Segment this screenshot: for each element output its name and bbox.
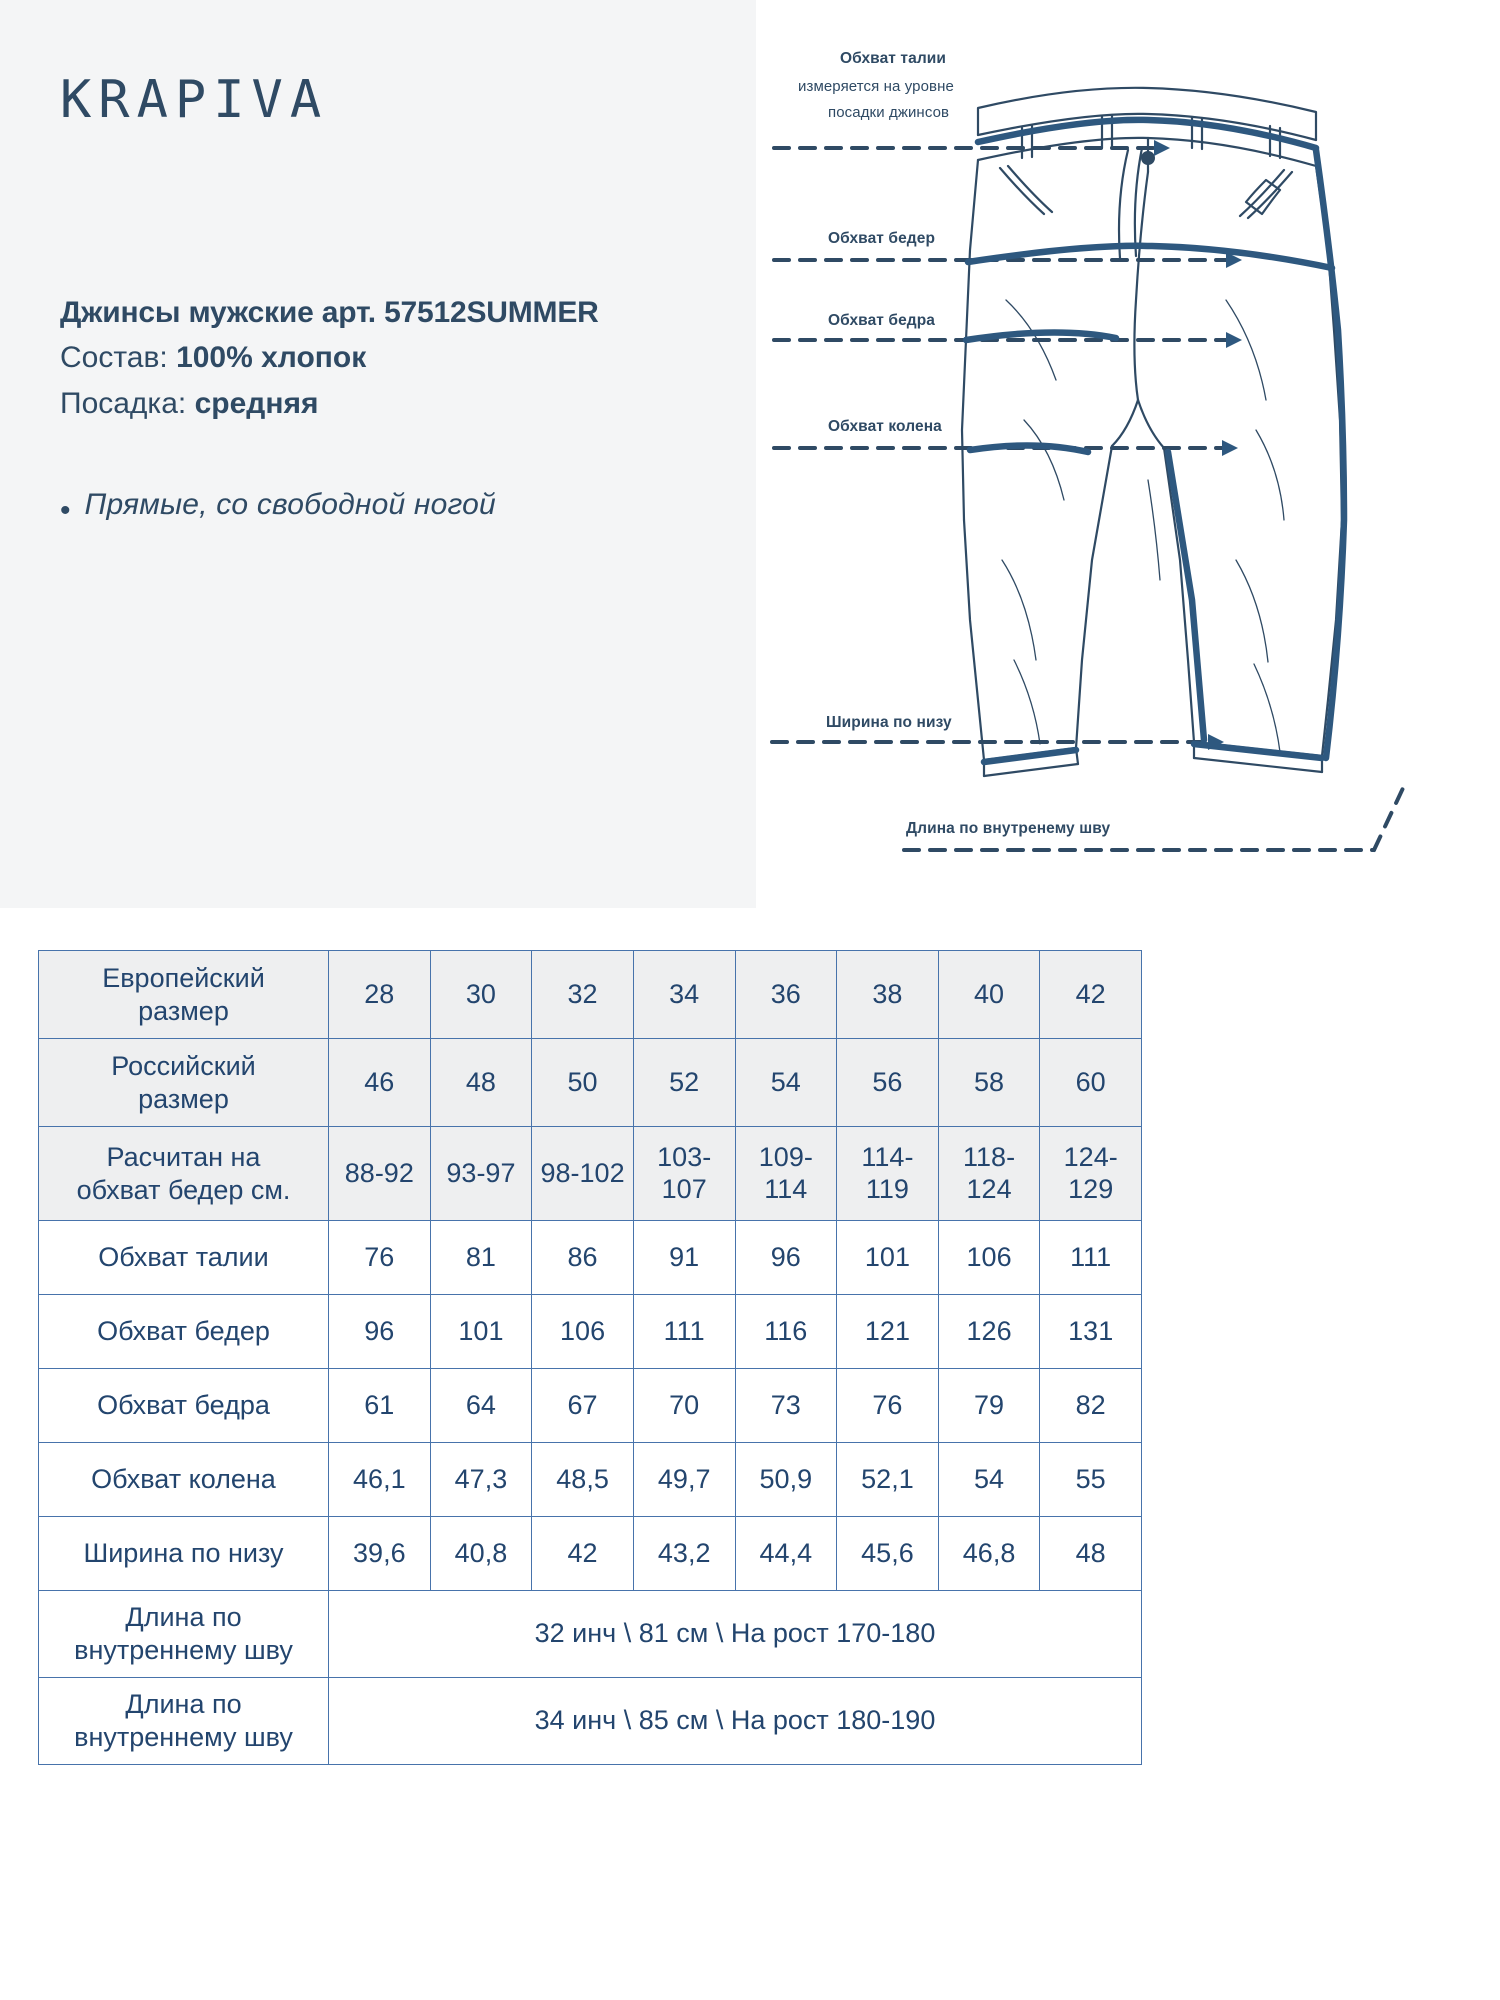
cell: 101 — [430, 1295, 532, 1369]
cell: 114-119 — [837, 1127, 939, 1221]
cell: 126 — [938, 1295, 1040, 1369]
cell: 116 — [735, 1295, 837, 1369]
table-row — [39, 1127, 1142, 1221]
row-header-inseam-32 — [39, 1591, 329, 1678]
row-header-bottom-width: Ширина по низу — [39, 1517, 329, 1591]
cell: 64 — [430, 1369, 532, 1443]
composition-line — [60, 335, 706, 381]
brand-logo: KRAPIVA — [60, 70, 329, 130]
cell: 42 — [532, 1517, 634, 1591]
leader-line-inseam — [904, 786, 1404, 850]
highlight-knee — [970, 445, 1088, 452]
cell: 38 — [837, 951, 939, 1039]
cell-inseam-32: 32 инч \ 81 см \ На рост 170-180 — [329, 1591, 1142, 1678]
measurement-highlight-lines — [966, 120, 1344, 762]
cell: 34 — [633, 951, 735, 1039]
table-row — [39, 1221, 1142, 1295]
cell: 103-107 — [633, 1127, 735, 1221]
cell: 111 — [633, 1295, 735, 1369]
cell: 32 — [532, 951, 634, 1039]
row-header-line2: размер — [138, 1083, 229, 1114]
row-header-hip-range — [39, 1127, 329, 1221]
cell: 109-114 — [735, 1127, 837, 1221]
table-row — [39, 951, 1142, 1039]
cell: 124-129 — [1040, 1127, 1142, 1221]
cell: 81 — [430, 1221, 532, 1295]
cell: 30 — [430, 951, 532, 1039]
cell: 106 — [938, 1221, 1040, 1295]
label-inseam: Длина по внутренему шву — [906, 820, 1111, 837]
cell: 39,6 — [329, 1517, 431, 1591]
fit-line — [60, 381, 706, 427]
table-row — [39, 1517, 1142, 1591]
cell: 86 — [532, 1221, 634, 1295]
label-thigh: Обхват бедра — [828, 312, 936, 329]
cell: 73 — [735, 1369, 837, 1443]
row-header-inseam-34 — [39, 1677, 329, 1764]
highlight-inseam — [1168, 452, 1204, 740]
cell: 58 — [938, 1039, 1040, 1127]
cell: 54 — [938, 1443, 1040, 1517]
cell: 106 — [532, 1295, 634, 1369]
table-row — [39, 1295, 1142, 1369]
fit-value: средняя — [194, 386, 319, 420]
table-row — [39, 1443, 1142, 1517]
cell: 70 — [633, 1369, 735, 1443]
jeans-technical-drawing — [756, 0, 1500, 908]
label-hips: Обхват бедер — [828, 230, 936, 247]
cell: 40 — [938, 951, 1040, 1039]
cell: 44,4 — [735, 1517, 837, 1591]
table-row — [39, 1039, 1142, 1127]
cell: 28 — [329, 951, 431, 1039]
cell: 42 — [1040, 951, 1142, 1039]
cell: 98-102 — [532, 1127, 634, 1221]
size-table — [38, 950, 1142, 1765]
cell: 48 — [1040, 1517, 1142, 1591]
cell: 101 — [837, 1221, 939, 1295]
cell: 50 — [532, 1039, 634, 1127]
cell: 43,2 — [633, 1517, 735, 1591]
highlight-bottom-left — [984, 750, 1076, 762]
table-row — [39, 1591, 1142, 1678]
row-header-knee: Обхват колена — [39, 1443, 329, 1517]
cell: 118-124 — [938, 1127, 1040, 1221]
table-row — [39, 1677, 1142, 1764]
cell: 48,5 — [532, 1443, 634, 1517]
row-header-line1: Российский — [111, 1050, 256, 1081]
label-waist-title: Обхват талии — [840, 50, 947, 67]
row-header-line1: Длина по — [125, 1602, 242, 1632]
cell: 82 — [1040, 1369, 1142, 1443]
measurement-diagram-panel — [756, 0, 1500, 908]
cell: 52 — [633, 1039, 735, 1127]
cell: 96 — [735, 1221, 837, 1295]
cell: 45,6 — [837, 1517, 939, 1591]
table-row — [39, 1369, 1142, 1443]
cell: 36 — [735, 951, 837, 1039]
cell: 47,3 — [430, 1443, 532, 1517]
cell: 60 — [1040, 1039, 1142, 1127]
cell: 48 — [430, 1039, 532, 1127]
product-title: Джинсы мужские арт. 57512SUMMER — [60, 296, 599, 329]
product-description — [60, 290, 706, 426]
label-waist-sub-2: посадки джинсов — [828, 104, 950, 121]
size-table-wrapper — [38, 950, 1142, 1765]
highlight-hips — [968, 246, 1332, 268]
cell: 61 — [329, 1369, 431, 1443]
composition-value: 100% хлопок — [176, 341, 367, 374]
cell: 76 — [837, 1369, 939, 1443]
row-header-line2: внутреннему шву — [74, 1634, 293, 1665]
cell: 96 — [329, 1295, 431, 1369]
feature-bullet — [60, 488, 706, 526]
bullet-icon: • — [60, 494, 71, 528]
row-header-hips: Обхват бедер — [39, 1295, 329, 1369]
cell: 131 — [1040, 1295, 1142, 1369]
cell: 56 — [837, 1039, 939, 1127]
cell: 52,1 — [837, 1443, 939, 1517]
row-header-line2: внутреннему шву — [74, 1721, 293, 1752]
row-header-line1: Расчитан на — [106, 1141, 261, 1172]
header-section — [0, 0, 1500, 908]
label-knee: Обхват колена — [828, 418, 942, 435]
label-bottom-width: Ширина по низу — [826, 714, 952, 731]
row-header-line1: Длина по — [125, 1688, 242, 1719]
cell: 79 — [938, 1369, 1040, 1443]
cell: 46 — [329, 1039, 431, 1127]
cell: 46,8 — [938, 1517, 1040, 1591]
cell: 54 — [735, 1039, 837, 1127]
cell: 67 — [532, 1369, 634, 1443]
cell: 121 — [837, 1295, 939, 1369]
cell: 93-97 — [430, 1127, 532, 1221]
row-header-waist: Обхват талии — [39, 1221, 329, 1295]
cell: 55 — [1040, 1443, 1142, 1517]
row-header-ru-size — [39, 1039, 329, 1127]
composition-label: Состав: — [60, 341, 168, 374]
row-header-line2: обхват бедер см. — [76, 1174, 291, 1205]
fit-label: Посадка: — [60, 386, 187, 420]
cell: 76 — [329, 1221, 431, 1295]
label-waist-sub-1: измеряется на уровне — [798, 78, 954, 95]
jeans-outline — [962, 88, 1342, 776]
row-header-eu-size — [39, 951, 329, 1039]
cell: 40,8 — [430, 1517, 532, 1591]
cell-inseam-34: 34 инч \ 85 см \ На рост 180-190 — [329, 1677, 1142, 1764]
cell: 88-92 — [329, 1127, 431, 1221]
row-header-line2: размер — [138, 995, 229, 1026]
cell: 50,9 — [735, 1443, 837, 1517]
cell: 91 — [633, 1221, 735, 1295]
row-header-line1: Европейский — [102, 962, 265, 993]
row-header-thigh: Обхват бедра — [39, 1369, 329, 1443]
cell: 46,1 — [329, 1443, 431, 1517]
cell: 49,7 — [633, 1443, 735, 1517]
cell: 111 — [1040, 1221, 1142, 1295]
feature-bullet-text: Прямые, со свободной ногой — [84, 488, 496, 522]
product-info-panel — [0, 0, 756, 908]
